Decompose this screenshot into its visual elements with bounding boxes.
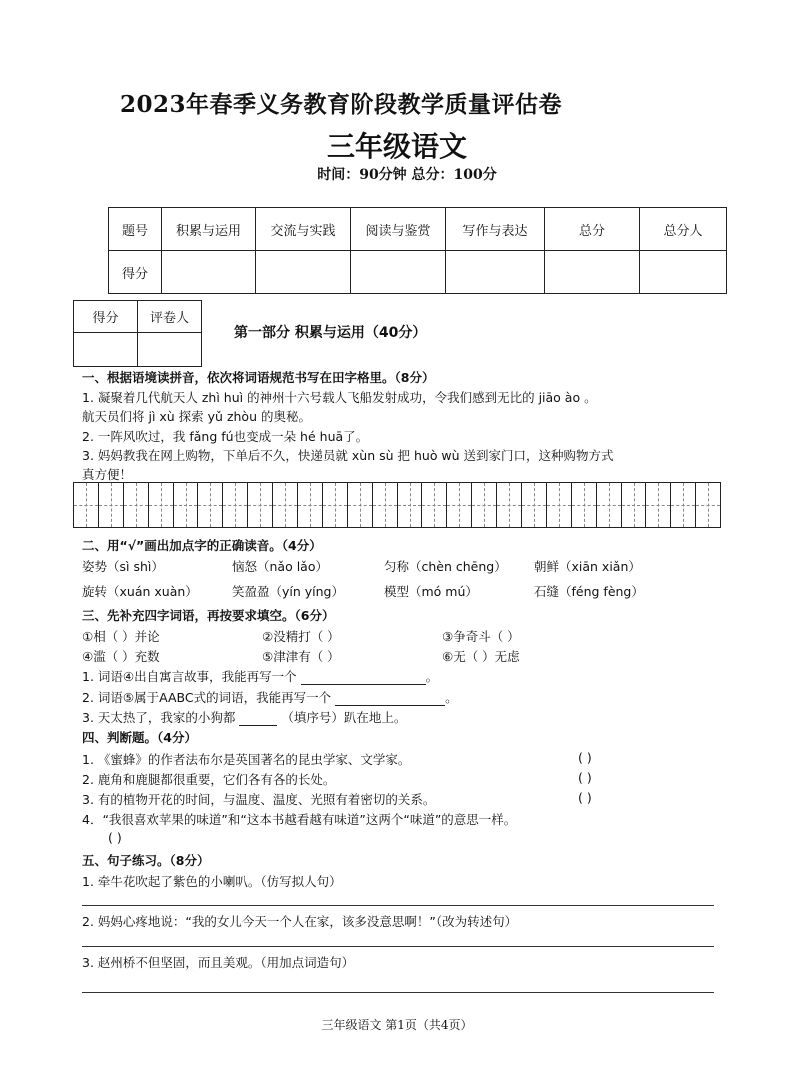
q4-item: 2. 鹿角和鹿腿都很重要，它们各有各的长处。	[82, 772, 336, 787]
score-header-cell: 题号	[109, 208, 162, 251]
q1-line: 真方便！	[82, 467, 133, 482]
q1-line: 1. 凝聚着几代航天人 zhì huì 的神州十六号载人飞船发射成功，令我们感到无比的 jiāo ào 。	[82, 390, 597, 405]
grid-cell[interactable]	[547, 483, 572, 527]
grid-cell[interactable]	[398, 483, 423, 527]
score-header-cell: 写作与表达	[446, 208, 545, 251]
answer-line[interactable]	[82, 992, 714, 993]
q3-item-text: 2. 词语⑤属于AABC式的词语，我能再写一个	[82, 690, 332, 705]
grid-cell[interactable]	[572, 483, 597, 527]
grid-cell[interactable]	[248, 483, 273, 527]
grid-cell[interactable]	[447, 483, 472, 527]
answer-blank[interactable]	[239, 710, 277, 726]
q4-answer-paren[interactable]: ( )	[578, 750, 592, 765]
score-header-cell: 总分人	[640, 208, 727, 251]
score-input-cell[interactable]	[545, 251, 640, 294]
score-input-cell[interactable]	[446, 251, 545, 294]
answer-line[interactable]	[82, 946, 714, 947]
score-header-cell: 总分	[545, 208, 640, 251]
q3-item: 1. 词语④出自寓言故事，我能再写一个 。	[82, 669, 439, 684]
score-row-label: 得分	[109, 251, 162, 294]
q3-idiom: ③争奇斗（ ）	[442, 629, 520, 644]
score-input-cell[interactable]	[640, 251, 727, 294]
grid-cell[interactable]	[422, 483, 447, 527]
score-header-cell: 阅读与鉴赏	[351, 208, 446, 251]
q1-line: 3. 妈妈教我在网上购物，下单后不久，快递员就 xùn sù 把 huò wù 送到家门口，这种购物方式	[82, 448, 614, 463]
grader-name-cell[interactable]	[138, 333, 202, 367]
grader-score-cell[interactable]	[74, 333, 138, 367]
q4-item: 3. 有的植物开花的时间，与温度、温度、光照有着密切的关系。	[82, 792, 436, 807]
q5-item: 3. 赵州桥不但坚固，而且美观。（用加点词造句）	[82, 955, 355, 970]
q5-item: 1. 牵牛花吹起了紫色的小喇叭。（仿写拟人句）	[82, 874, 342, 889]
exam-title: 2023年春季义务教育阶段教学质量评估卷	[120, 91, 563, 118]
q3-idiom: ⑥无（ ）无虑	[442, 649, 520, 664]
q2-item: 旋转（xuán xuàn）	[82, 584, 198, 599]
score-header-cell: 积累与运用	[162, 208, 256, 251]
q2-heading: 二、用“√”画出加点字的正确读音。（4分）	[82, 538, 322, 553]
subject-title: 三年级语文	[326, 130, 467, 163]
grid-cell[interactable]	[174, 483, 199, 527]
score-input-cell[interactable]	[162, 251, 256, 294]
grid-cell[interactable]	[597, 483, 622, 527]
grid-cell[interactable]	[99, 483, 124, 527]
grid-cell[interactable]	[373, 483, 398, 527]
q3-idiom: ④滥（ ）充数	[82, 649, 160, 664]
answer-blank[interactable]	[335, 690, 445, 706]
grid-cell[interactable]	[124, 483, 149, 527]
q4-answer-paren[interactable]: ( )	[578, 770, 592, 785]
q2-item: 石缝（féng fèng）	[534, 584, 644, 599]
q2-item: 模型（mó mú）	[384, 584, 478, 599]
grid-cell[interactable]	[646, 483, 671, 527]
score-input-cell[interactable]	[256, 251, 351, 294]
q1-heading: 一、根据语境读拼音，依次将词语规范书写在田字格里。（8分）	[82, 370, 435, 385]
page-footer: 三年级语文 第1页（共4页）	[321, 1018, 473, 1032]
grader-name-label: 评卷人	[138, 301, 202, 333]
q3-item-text: 3. 天太热了，我家的小狗都	[82, 710, 236, 725]
grid-cell[interactable]	[696, 483, 720, 527]
part1-title: 第一部分 积累与运用（40分）	[234, 325, 427, 341]
score-table	[108, 207, 727, 294]
q3-idiom: ⑤津津有（ ）	[262, 649, 340, 664]
grid-cell[interactable]	[472, 483, 497, 527]
score-header-cell: 交流与实践	[256, 208, 351, 251]
q4-item: 4．“我很喜欢苹果的味道”和“这本书越看越有味道”这两个“味道”的意思一样。	[82, 812, 517, 827]
q3-item-text: （填序号）趴在地上。	[281, 710, 407, 725]
grid-cell[interactable]	[149, 483, 174, 527]
q2-item: 姿势（sì shì）	[82, 559, 164, 574]
score-input-cell[interactable]	[351, 251, 446, 294]
grid-cell[interactable]	[671, 483, 696, 527]
q3-idiom: ②没精打（ ）	[262, 629, 340, 644]
q4-answer-paren[interactable]: ( )	[108, 830, 122, 845]
tianzige-grid[interactable]	[73, 482, 721, 528]
grid-cell[interactable]	[74, 483, 99, 527]
q1-line: 航天员们将 jì xù 探索 yǔ zhòu 的奥秘。	[82, 409, 311, 424]
q4-heading: 四、判断题。（4分）	[82, 730, 197, 745]
q2-item: 匀称（chèn chēng）	[384, 559, 507, 574]
q3-item: 2. 词语⑤属于AABC式的词语，我能再写一个 。	[82, 690, 458, 705]
q3-idiom: ①相（ ）并论	[82, 629, 160, 644]
q3-item-text: 1. 词语④出自寓言故事，我能再写一个	[82, 669, 297, 684]
grid-cell[interactable]	[298, 483, 323, 527]
grid-cell[interactable]	[223, 483, 248, 527]
answer-blank[interactable]	[301, 669, 426, 685]
grader-table	[73, 300, 202, 367]
q4-item: 1. 《蜜蜂》的作者法布尔是英国著名的昆虫学家、文学家。	[82, 752, 411, 767]
q5-heading: 五、句子练习。（8分）	[82, 853, 210, 868]
grid-cell[interactable]	[198, 483, 223, 527]
grid-cell[interactable]	[273, 483, 298, 527]
q3-heading: 三、先补充四字词语，再按要求填空。（6分）	[82, 608, 335, 623]
time-info: 时间：90分钟 总分：100分	[317, 167, 497, 183]
q4-answer-paren[interactable]: ( )	[578, 790, 592, 805]
answer-line[interactable]	[82, 905, 714, 906]
q2-item: 笑盈盈（yín yíng）	[232, 584, 344, 599]
q2-item: 朝鲜（xiān xiǎn）	[534, 559, 641, 574]
q1-line: 2. 一阵风吹过，我 fǎng fú也变成一朵 hé huā了。	[82, 429, 369, 444]
grid-cell[interactable]	[497, 483, 522, 527]
grid-cell[interactable]	[348, 483, 373, 527]
grader-score-label: 得分	[74, 301, 138, 333]
grid-cell[interactable]	[622, 483, 647, 527]
q3-item	[82, 708, 406, 726]
grid-cell[interactable]	[522, 483, 547, 527]
grid-cell[interactable]	[323, 483, 348, 527]
q5-item: 2. 妈妈心疼地说：“我的女儿今天一个人在家，该多没意思啊！”（改为转述句）	[82, 914, 518, 929]
q2-item: 恼怒（nǎo lǎo）	[232, 559, 328, 574]
